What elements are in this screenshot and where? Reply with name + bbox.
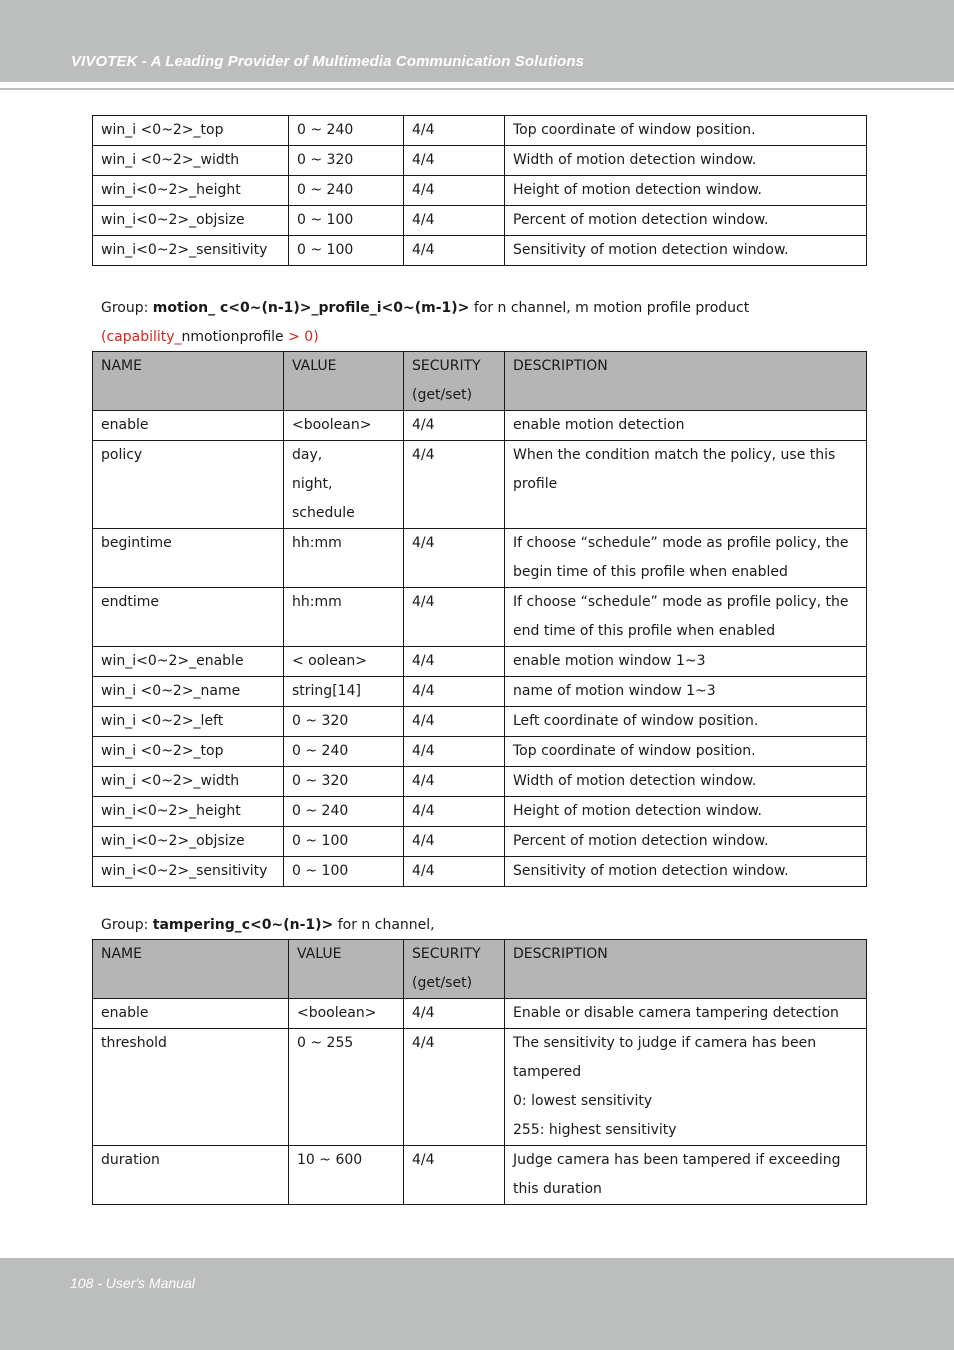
header-title: VIVOTEK - A Leading Provider of Multimedia Communication Solutions	[71, 53, 585, 70]
cell-security: 4/4	[404, 857, 505, 887]
table-row	[93, 737, 867, 767]
header-description: DESCRIPTION	[505, 352, 867, 411]
cell-name: win_i <0~2>_top	[93, 737, 284, 767]
cell-description: Enable or disable camera tampering detection	[505, 999, 867, 1029]
cell-value: <boolean>	[289, 999, 404, 1029]
cell-value: 0 ~ 100	[284, 827, 404, 857]
cell-name: win_i<0~2>_height	[93, 176, 289, 206]
cell-security: 4/4	[404, 116, 505, 146]
page-footer	[0, 1258, 954, 1350]
table-row	[93, 857, 867, 887]
cell-security: 4/4	[404, 411, 505, 441]
table-row	[93, 1029, 867, 1146]
cell-name: win_i<0~2>_sensitivity	[93, 857, 284, 887]
table-row	[93, 1146, 867, 1205]
cell-description: Percent of motion detection window.	[505, 206, 867, 236]
cell-description: Top coordinate of window position.	[505, 737, 867, 767]
cell-description: Height of motion detection window.	[505, 176, 867, 206]
cell-description: Width of motion detection window.	[505, 767, 867, 797]
cell-description: Height of motion detection window.	[505, 797, 867, 827]
table-row	[93, 236, 867, 266]
cell-name: win_i <0~2>_width	[93, 767, 284, 797]
cell-value: 0 ~ 255	[289, 1029, 404, 1146]
table-row	[93, 588, 867, 647]
table-window-params	[92, 115, 867, 266]
cell-description: Percent of motion detection window.	[505, 827, 867, 857]
table-row	[93, 827, 867, 857]
table-row	[93, 529, 867, 588]
cell-name: win_i <0~2>_top	[93, 116, 289, 146]
header-divider	[0, 88, 954, 90]
cell-description: If choose “schedule” mode as profile policy, the end time of this profile when enabled	[505, 588, 867, 647]
cell-name: win_i<0~2>_sensitivity	[93, 236, 289, 266]
header-description: DESCRIPTION	[505, 940, 867, 999]
cell-name: enable	[93, 999, 289, 1029]
cell-value: string[14]	[284, 677, 404, 707]
group-heading-tampering	[101, 915, 435, 935]
group-name: tampering_c<0~(n-1)>	[152, 917, 334, 933]
cell-description: Top coordinate of window position.	[505, 116, 867, 146]
header-value: VALUE	[284, 352, 404, 411]
cell-security: 4/4	[404, 529, 505, 588]
cell-security: 4/4	[404, 707, 505, 737]
cell-security: 4/4	[404, 737, 505, 767]
cell-value: 0 ~ 240	[284, 737, 404, 767]
cell-value: 0 ~ 240	[289, 176, 404, 206]
cell-value: 0 ~ 100	[284, 857, 404, 887]
table-row	[93, 411, 867, 441]
header-security: SECURITY (get/set)	[404, 352, 505, 411]
cell-name: win_i<0~2>_objsize	[93, 827, 284, 857]
cell-value: day, night, schedule	[284, 441, 404, 529]
cell-security: 4/4	[404, 677, 505, 707]
group-prefix: Group:	[101, 300, 153, 316]
cell-security: 4/4	[404, 797, 505, 827]
cell-value: 0 ~ 320	[284, 707, 404, 737]
table-row	[93, 441, 867, 529]
cell-name: endtime	[93, 588, 284, 647]
cell-name: win_i <0~2>_name	[93, 677, 284, 707]
group-name: motion_ c<0~(n-1)>_profile_i<0~(m-1)>	[152, 300, 470, 316]
cell-description: name of motion window 1~3	[505, 677, 867, 707]
table-header-row	[93, 352, 867, 411]
cell-security: 4/4	[404, 767, 505, 797]
table-row	[93, 999, 867, 1029]
cell-description: Width of motion detection window.	[505, 146, 867, 176]
cell-description: Sensitivity of motion detection window.	[505, 236, 867, 266]
page-number: 108 - User's Manual	[70, 1275, 195, 1291]
cell-description: If choose “schedule” mode as profile policy, the begin time of this profile when enabled	[505, 529, 867, 588]
cell-security: 4/4	[404, 1146, 505, 1205]
group-suffix: for n channel, m motion profile product	[469, 300, 750, 316]
table-row	[93, 797, 867, 827]
cell-description: Judge camera has been tampered if exceeding this duration	[505, 1146, 867, 1205]
cell-value: hh:mm	[284, 588, 404, 647]
table-row	[93, 206, 867, 236]
table-row	[93, 677, 867, 707]
header-name: NAME	[93, 940, 289, 999]
cell-description: Sensitivity of motion detection window.	[505, 857, 867, 887]
cell-security: 4/4	[404, 827, 505, 857]
table-row	[93, 176, 867, 206]
table-header-row	[93, 940, 867, 999]
cell-security: 4/4	[404, 206, 505, 236]
cell-description: When the condition match the policy, use this profile	[505, 441, 867, 529]
cell-value: 0 ~ 320	[284, 767, 404, 797]
cell-security: 4/4	[404, 236, 505, 266]
capability-condition	[101, 327, 319, 347]
cell-value: 10 ~ 600	[289, 1146, 404, 1205]
cell-name: win_i <0~2>_width	[93, 146, 289, 176]
cell-security: 4/4	[404, 176, 505, 206]
cell-value: < oolean>	[284, 647, 404, 677]
cell-security: 4/4	[404, 146, 505, 176]
cell-value: hh:mm	[284, 529, 404, 588]
cell-description: enable motion detection	[505, 411, 867, 441]
table-row	[93, 146, 867, 176]
header-value: VALUE	[289, 940, 404, 999]
cell-security: 4/4	[404, 588, 505, 647]
cell-name: win_i<0~2>_enable	[93, 647, 284, 677]
page-header	[0, 0, 954, 82]
capability-open: (capability_	[101, 329, 182, 345]
cell-name: duration	[93, 1146, 289, 1205]
cell-security: 4/4	[404, 441, 505, 529]
capability-close: > 0)	[283, 329, 319, 345]
cell-name: win_i<0~2>_objsize	[93, 206, 289, 236]
group-prefix: Group:	[101, 917, 153, 933]
cell-name: win_i<0~2>_height	[93, 797, 284, 827]
header-name: NAME	[93, 352, 284, 411]
table-row	[93, 647, 867, 677]
table-row	[93, 707, 867, 737]
cell-value: 0 ~ 240	[289, 116, 404, 146]
cell-security: 4/4	[404, 647, 505, 677]
cell-value: <boolean>	[284, 411, 404, 441]
group-heading-motion	[101, 298, 749, 318]
cell-description: enable motion window 1~3	[505, 647, 867, 677]
cell-security: 4/4	[404, 999, 505, 1029]
cell-value: 0 ~ 320	[289, 146, 404, 176]
cell-name: begintime	[93, 529, 284, 588]
table-row	[93, 116, 867, 146]
group-suffix: for n channel,	[333, 917, 435, 933]
cell-name: policy	[93, 441, 284, 529]
cell-value: 0 ~ 100	[289, 206, 404, 236]
cell-value: 0 ~ 100	[289, 236, 404, 266]
cell-security: 4/4	[404, 1029, 505, 1146]
capability-name: nmotionprofile	[181, 329, 284, 345]
cell-value: 0 ~ 240	[284, 797, 404, 827]
header-security: SECURITY (get/set)	[404, 940, 505, 999]
cell-description: Left coordinate of window position.	[505, 707, 867, 737]
cell-name: win_i <0~2>_left	[93, 707, 284, 737]
table-row	[93, 767, 867, 797]
table-tampering	[92, 939, 867, 1205]
cell-name: threshold	[93, 1029, 289, 1146]
table-motion-profile	[92, 351, 867, 887]
cell-description: The sensitivity to judge if camera has been tampered 0: lowest sensitivity 255: highest sensitivity	[505, 1029, 867, 1146]
cell-name: enable	[93, 411, 284, 441]
